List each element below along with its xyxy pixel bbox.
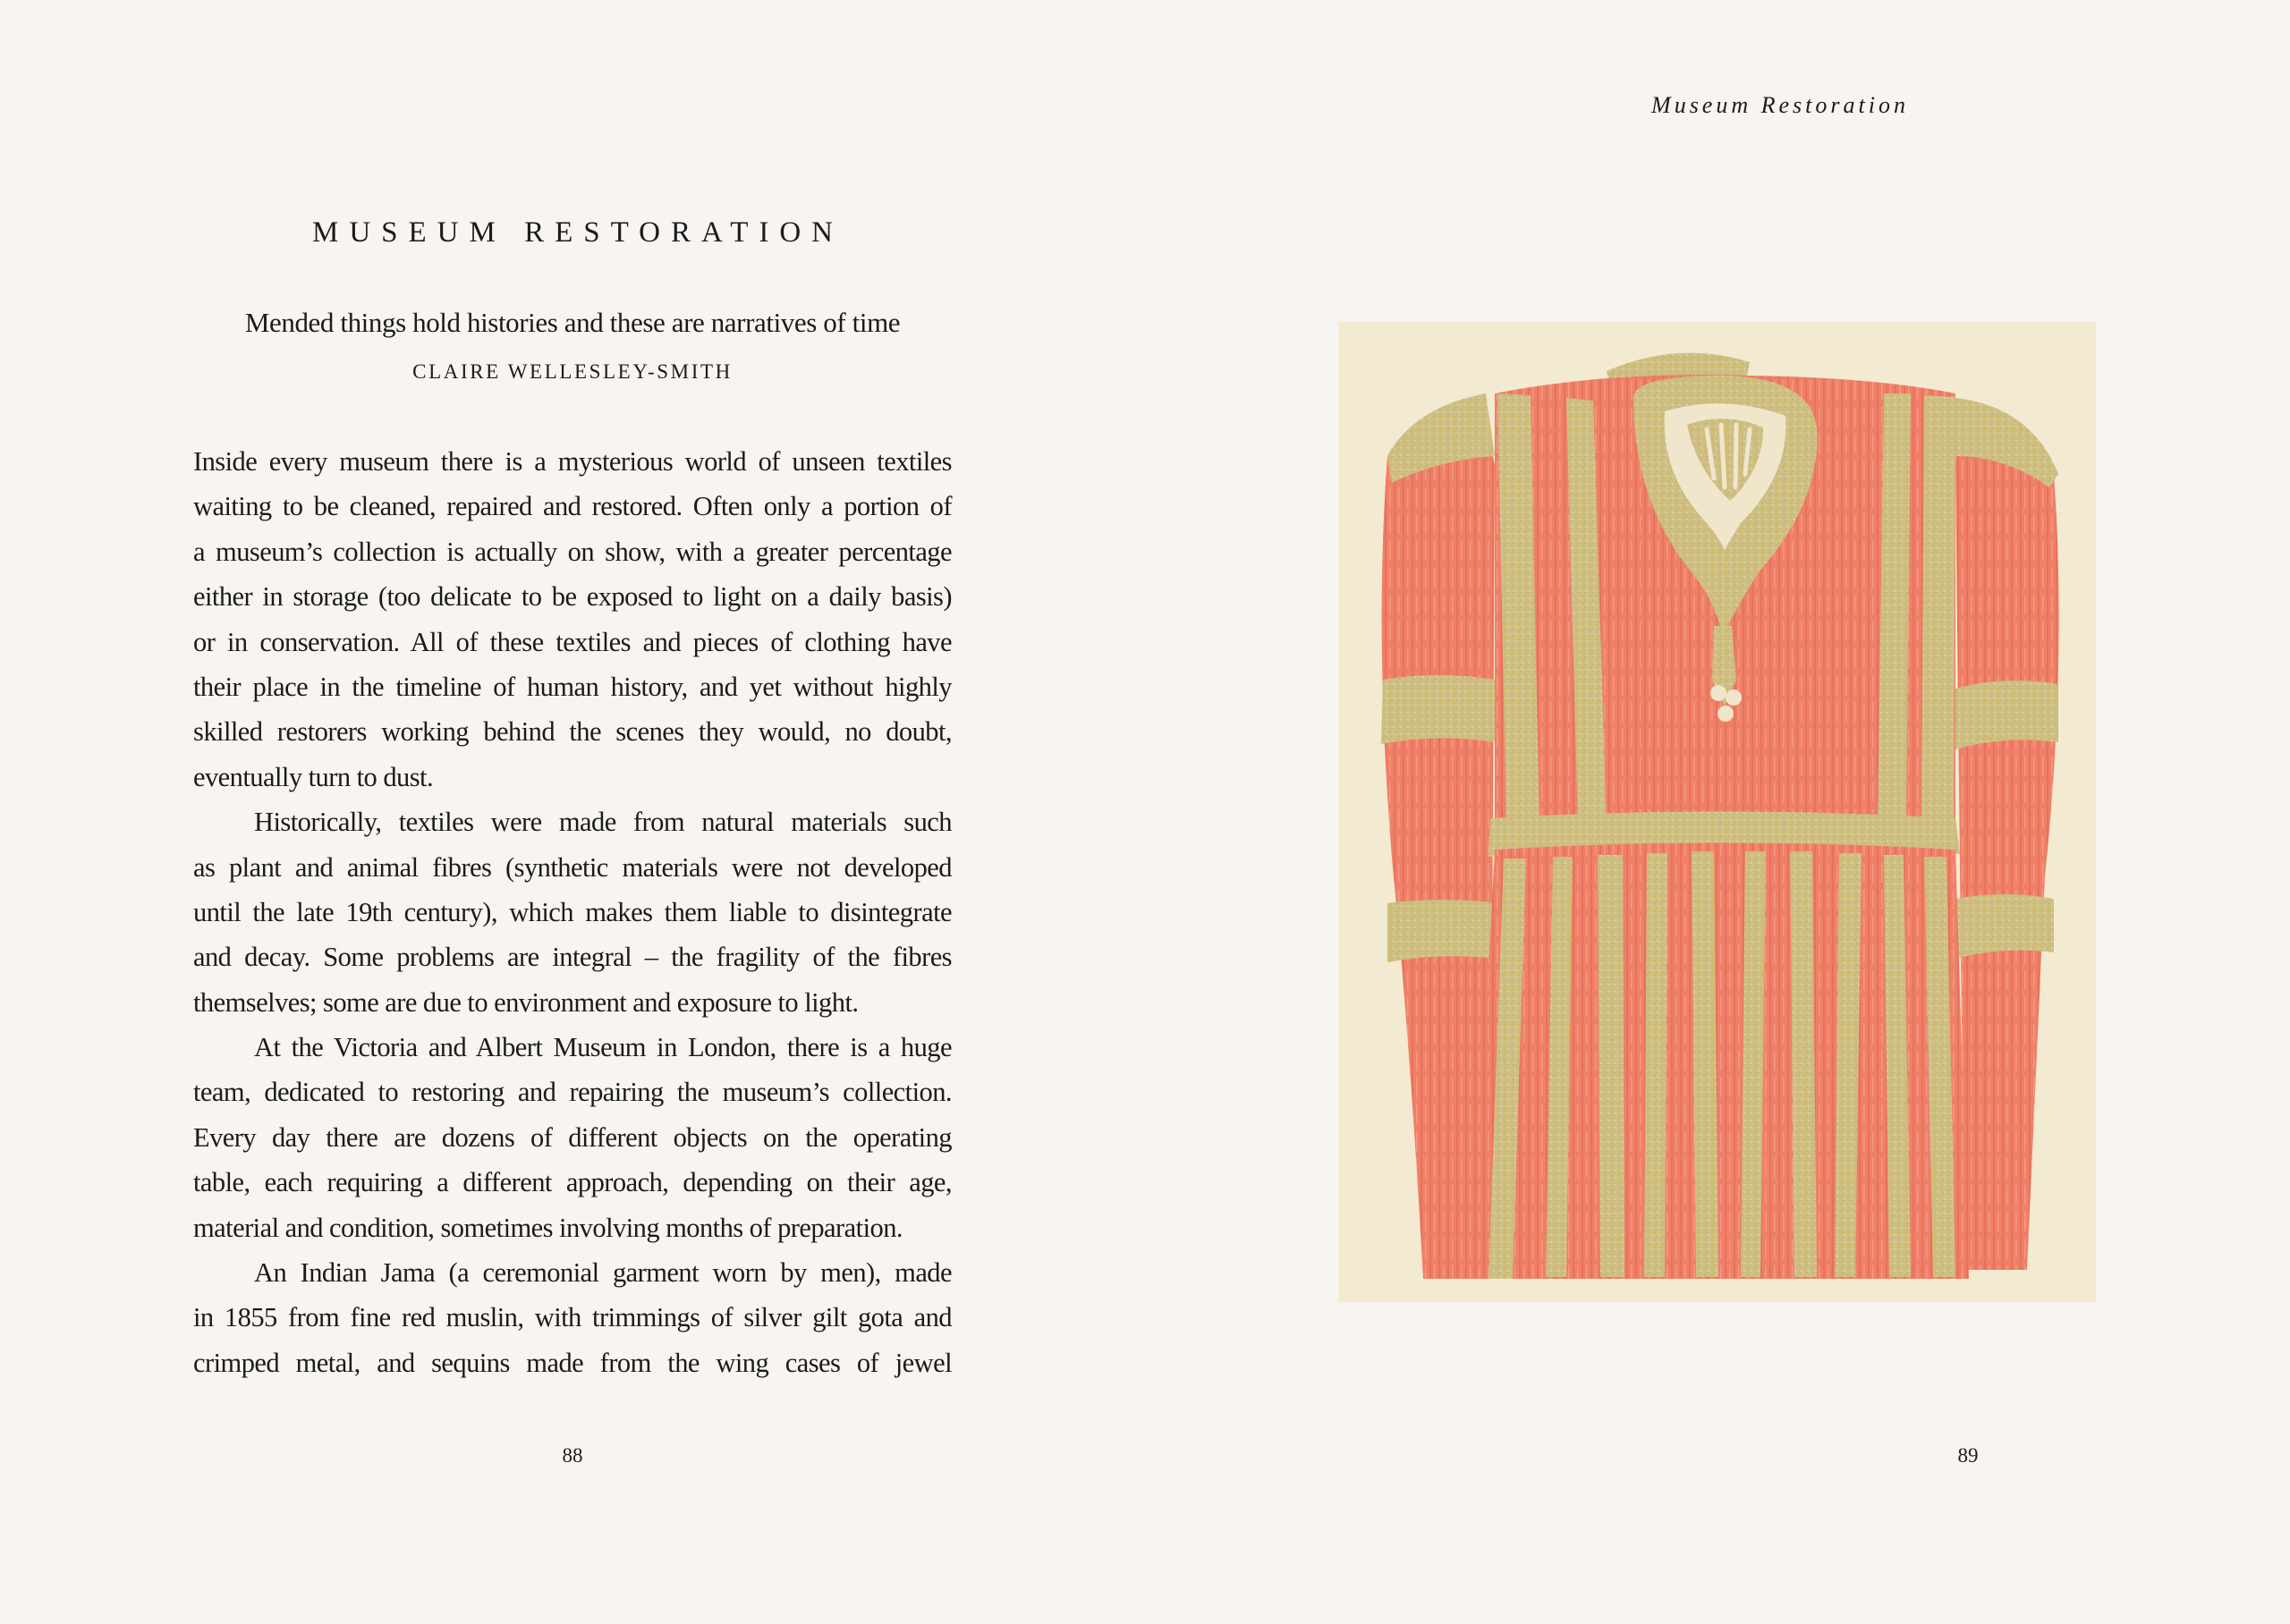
epigraph-quote: Mended things hold histories and these are narratives of time xyxy=(244,307,901,338)
body-line: waiting to be cleaned, repaired and restored. Often only a portion of xyxy=(193,491,952,522)
chapter-title: MUSEUM RESTORATION xyxy=(311,216,844,249)
body-line: table, each requiring a different approach, depending on their age, xyxy=(193,1167,952,1198)
body-line: material and condition, sometimes involving months of preparation. xyxy=(193,1212,903,1243)
body-line: Inside every museum there is a mysterious world of unseen textiles xyxy=(193,446,952,477)
body-line: An Indian Jama (a ceremonial garment worn by men), made xyxy=(254,1257,952,1289)
body-line: eventually turn to dust. xyxy=(193,761,434,792)
body-line: At the Victoria and Albert Museum in London, there is a huge xyxy=(254,1032,952,1063)
body-line: a museum’s collection is actually on show, with a greater percentage xyxy=(193,536,952,567)
body-line: Historically, textiles were made from natural materials such xyxy=(254,807,952,838)
body-text xyxy=(193,439,952,1385)
epigraph-author: CLAIRE WELLESLEY-SMITH xyxy=(412,360,733,383)
jama-illustration xyxy=(1338,322,2096,1302)
page-number-left: 88 xyxy=(562,1444,583,1467)
body-line: skilled restorers working behind the scenes they would, no doubt, xyxy=(193,716,952,748)
body-line: and decay. Some problems are integral – the fragility of the fibres xyxy=(193,942,952,973)
body-line: their place in the timeline of human history, and yet without highly xyxy=(193,671,952,702)
body-line: team, dedicated to restoring and repairing the museum’s collection. xyxy=(193,1077,952,1108)
body-line: either in storage (too delicate to be exposed to light on a daily basis) xyxy=(193,581,952,613)
body-line: in 1855 from fine red muslin, with trimmings of silver gilt gota and xyxy=(193,1302,952,1333)
body-line: Every day there are dozens of different objects on the operating xyxy=(193,1121,952,1153)
running-head: Museum Restoration xyxy=(1651,92,1909,118)
body-line: themselves; some are due to environment and exposure to light. xyxy=(193,986,859,1018)
body-line: as plant and animal fibres (synthetic materials were not developed xyxy=(193,851,952,883)
body-line: crimped metal, and sequins made from the wing cases of jewel xyxy=(193,1347,952,1378)
body-line: or in conservation. All of these textiles and pieces of clothing have xyxy=(193,626,952,657)
garment-drawing-icon xyxy=(1338,322,2096,1302)
right-page xyxy=(1145,0,2290,1624)
body-line: until the late 19th century), which makes them liable to disintegrate xyxy=(193,896,952,927)
page-number-right: 89 xyxy=(1957,1444,1979,1467)
